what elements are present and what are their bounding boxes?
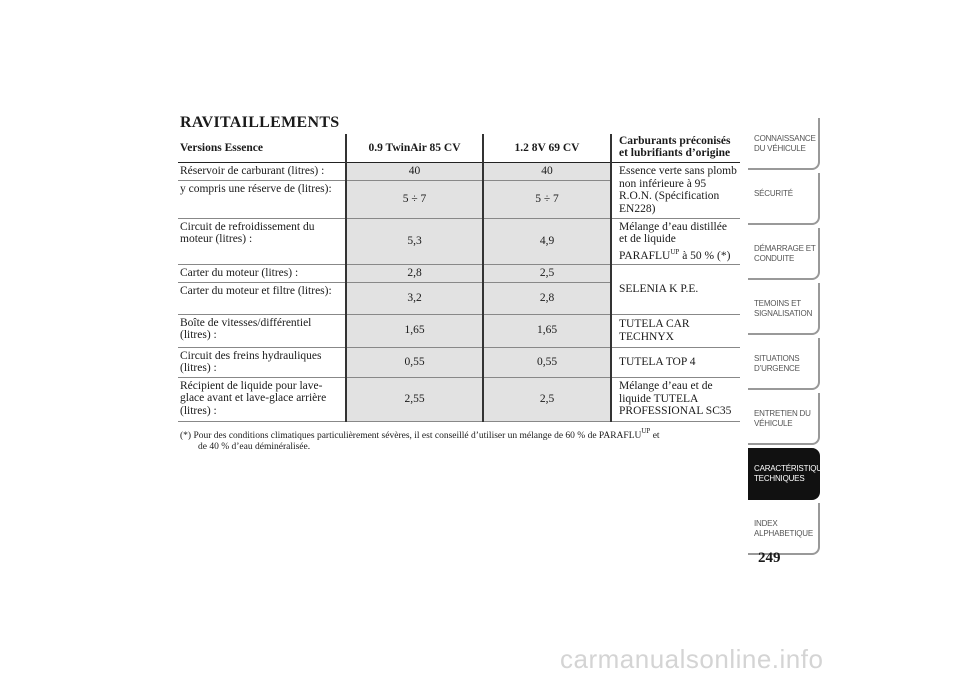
value-twinair: 2,55 (346, 377, 483, 421)
table-row (178, 265, 740, 283)
fuel-gearbox: TUTELA CAR TECHNYX (611, 314, 740, 347)
footnote-text-end: et (650, 431, 660, 441)
row-label: Récipient de liquide pour lave-glace avant et lave-glace arrière (litres) : (178, 377, 346, 421)
refueling-table (178, 134, 740, 422)
section-title: RAVITAILLEMENTS (180, 114, 340, 131)
table-row (178, 347, 740, 377)
value-8v: 2,8 (483, 282, 611, 314)
value-8v: 0,55 (483, 347, 611, 377)
fuel-petrol: Essence verte sans plomb non inférieure à 95 R.O.N. (Spécification EN228) (611, 163, 740, 219)
paraflu-up-superscript: UP (670, 247, 680, 256)
tab-demarrage[interactable]: DÉMARRAGE ET CONDUITE (748, 228, 820, 280)
value-8v: 4,9 (483, 218, 611, 265)
value-twinair: 5,3 (346, 218, 483, 265)
value-twinair: 5 ÷ 7 (346, 180, 483, 218)
header-fuels-line1: Carburants préconisés (619, 135, 731, 147)
tab-temoins[interactable]: TEMOINS ET SIGNALISATION (748, 283, 820, 335)
row-label: Circuit de refroidissement du moteur (litres) : (178, 218, 346, 265)
value-twinair: 2,8 (346, 265, 483, 283)
fuel-coolant (611, 218, 740, 265)
tab-entretien[interactable]: ENTRETIEN DU VÉHICULE (748, 393, 820, 445)
tab-urgence[interactable]: SITUATIONS D’URGENCE (748, 338, 820, 390)
header-engine-twinair: 0.9 TwinAir 85 CV (346, 134, 483, 163)
footnote-text: (*) Pour des conditions climatiques particulièrement sévères, il est conseillé d’utiliser un mélange de 60 % de PARAFLU (180, 431, 642, 441)
value-8v: 5 ÷ 7 (483, 180, 611, 218)
fuel-brakes: TUTELA TOP 4 (611, 347, 740, 377)
table-row (178, 377, 740, 421)
row-label: Carter du moteur (litres) : (178, 265, 346, 283)
page-number: 249 (758, 550, 781, 566)
header-engine-8v: 1.2 8V 69 CV (483, 134, 611, 163)
footnote-continuation: de 40 % d’eau déminéralisée. (198, 442, 311, 452)
table-row (178, 314, 740, 347)
header-fuels-line2: et lubrifiants d’origine (619, 147, 731, 159)
value-twinair: 0,55 (346, 347, 483, 377)
watermark: carmanualsonline.info (560, 644, 824, 674)
row-label: Carter du moteur et filtre (litres): (178, 282, 346, 314)
fuel-coolant-ratio: à 50 % (*) (679, 249, 731, 262)
tab-securite[interactable]: SÉCURITÉ (748, 173, 820, 225)
table-header-row (178, 134, 740, 163)
value-8v: 2,5 (483, 377, 611, 421)
value-8v: 2,5 (483, 265, 611, 283)
tab-index[interactable]: INDEX ALPHABETIQUE (748, 503, 820, 555)
row-label: Boîte de vitesses/différentiel (litres) : (178, 314, 346, 347)
value-twinair: 3,2 (346, 282, 483, 314)
row-label: y compris une réserve de (litres): (178, 180, 346, 218)
value-twinair: 1,65 (346, 314, 483, 347)
row-label: Circuit des freins hydrauliques (litres) : (178, 347, 346, 377)
row-label: Réservoir de carburant (litres) : (178, 163, 346, 181)
footnote (180, 426, 740, 453)
header-fuels (611, 134, 740, 163)
header-versions: Versions Essence (178, 134, 346, 163)
tab-connaissance[interactable]: CONNAISSANCE DU VÉHICULE (748, 118, 820, 170)
tab-caracteristiques[interactable]: CARACTÉRISTIQUES TECHNIQUES (748, 448, 820, 500)
table-row (178, 218, 740, 265)
fuel-washer: Mélange d’eau et de liquide TUTELA PROFESSIONAL SC35 (611, 377, 740, 421)
value-8v: 1,65 (483, 314, 611, 347)
chapter-tabs (748, 118, 833, 558)
table-row (178, 163, 740, 181)
value-twinair: 40 (346, 163, 483, 181)
fuel-engine-oil: SELENIA K P.E. (611, 265, 740, 315)
fuel-coolant-text: Mélange d’eau distillée et de liquide PARAFLU (619, 220, 727, 262)
value-8v: 40 (483, 163, 611, 181)
footnote-up-superscript: UP (641, 427, 651, 435)
